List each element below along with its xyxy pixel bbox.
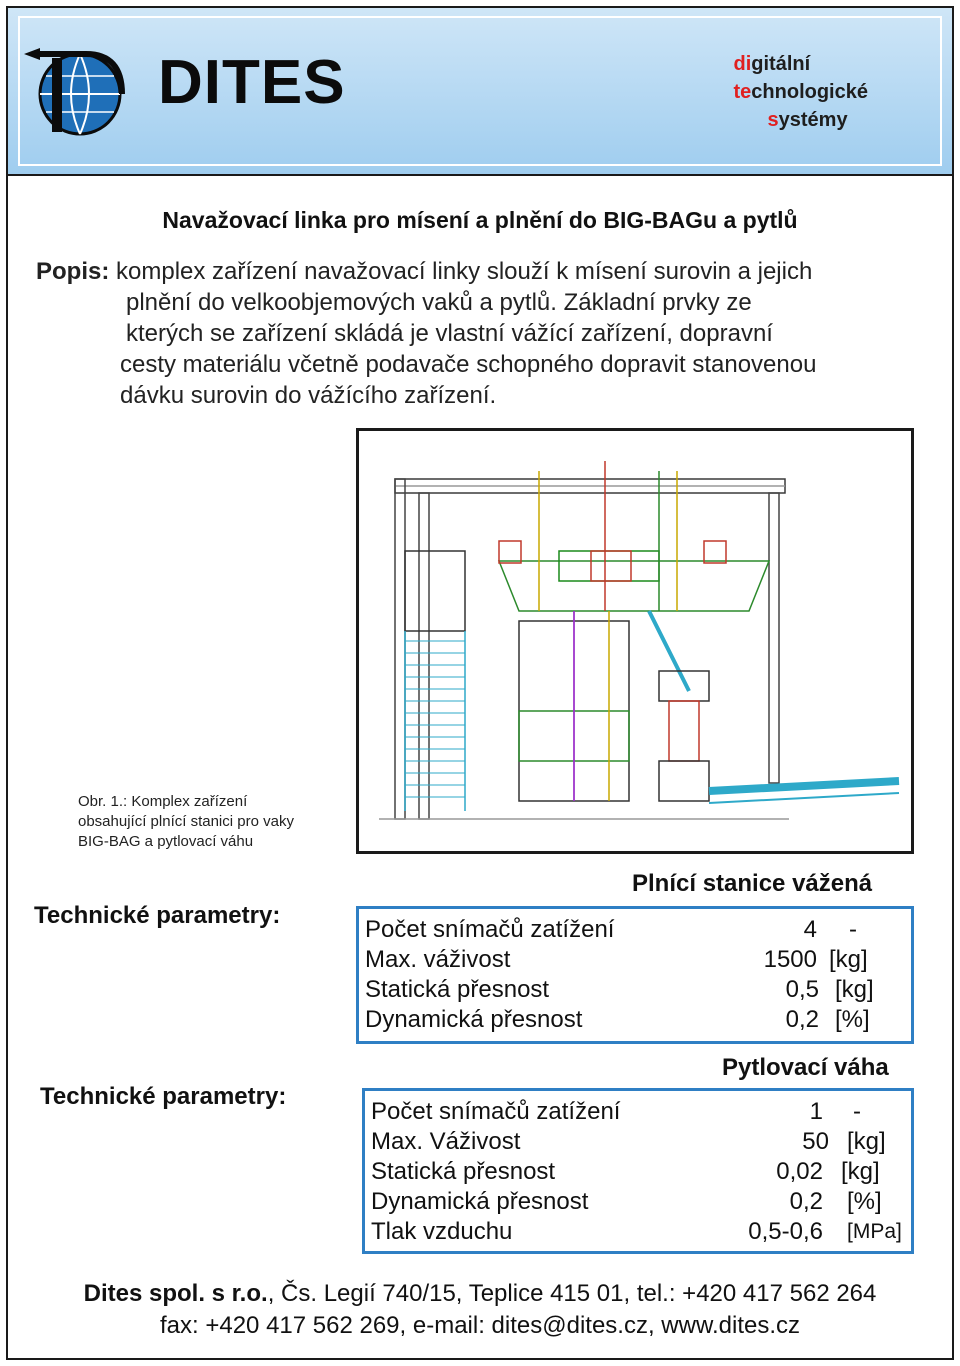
param-value: 0,5	[785, 976, 819, 1003]
param-unit: -	[849, 916, 857, 943]
figure-caption	[78, 792, 294, 852]
params-table-bagging-scale	[362, 1088, 914, 1254]
param-row	[359, 915, 911, 945]
document-title: Navažovací linka pro mísení a plnění do BIG-BAGu a pytlů	[162, 207, 798, 233]
param-value: 0,02	[776, 1158, 823, 1185]
section-title-bagging-scale: Pytlovací váha	[722, 1054, 889, 1081]
param-name: Dynamická přesnost	[365, 1006, 583, 1033]
dites-logo	[22, 40, 132, 140]
footer-line-1	[0, 1278, 960, 1310]
param-value: 0,2	[785, 1006, 819, 1033]
description-line-1: Popis: komplex zařízení navažovací linky slouží k mísení surovin a jejich	[36, 258, 813, 285]
description-line-3: kterých se zařízení skládá je vlastní vážící zařízení, dopravní	[126, 320, 773, 347]
param-unit: [kg]	[841, 1158, 880, 1185]
param-name: Počet snímačů zatížení	[371, 1098, 621, 1125]
param-unit: [%]	[847, 1188, 882, 1215]
param-row	[359, 975, 911, 1005]
params-label-2: Technické parametry:	[40, 1083, 287, 1110]
description-line-2: plnění do velkoobjemových vaků a pytlů. Základní prvky ze	[126, 289, 752, 316]
params-table-filling-station	[356, 906, 914, 1044]
param-row	[365, 1127, 911, 1157]
footer-contact	[0, 1278, 960, 1342]
description-line-5: dávku surovin do vážícího zařízení.	[120, 382, 497, 409]
param-name: Dynamická přesnost	[371, 1188, 589, 1215]
technical-drawing	[356, 428, 914, 854]
param-unit: [kg]	[847, 1128, 886, 1155]
caption-line-3: BIG-BAG a pytlovací váhu	[78, 833, 254, 850]
param-value: 1	[809, 1098, 823, 1125]
description-line-4: cesty materiálu včetně podavače schopného dopravit stanovenou	[120, 351, 817, 378]
param-name: Tlak vzduchu	[371, 1218, 513, 1245]
caption-line-2: obsahující plnící stanici pro vaky	[78, 813, 294, 830]
param-name: Počet snímačů zatížení	[365, 916, 615, 943]
param-row	[359, 1005, 911, 1035]
param-name: Max. Váživost	[371, 1128, 521, 1155]
brand-name: DITES	[158, 48, 346, 117]
param-value: 1500	[763, 946, 817, 973]
param-row	[365, 1217, 911, 1247]
tagline-line-3: systémy	[767, 109, 848, 131]
tagline-line-2: technologické	[733, 81, 868, 103]
caption-line-1: Obr. 1.: Komplex zařízení	[78, 793, 248, 810]
param-row	[365, 1187, 911, 1217]
param-name: Statická přesnost	[371, 1158, 556, 1185]
param-unit: [kg]	[835, 976, 874, 1003]
company-address: , Čs. Legií 740/15, Teplice 415 01, tel.: +420 417 562 264	[267, 1280, 877, 1307]
description	[36, 256, 936, 411]
param-row	[359, 945, 911, 975]
section-title-filling-station: Plnící stanice vážená	[632, 870, 873, 897]
param-value: 50	[802, 1128, 829, 1155]
param-name: Statická přesnost	[365, 976, 550, 1003]
param-row	[365, 1097, 911, 1127]
params-label-1: Technické parametry:	[34, 902, 281, 929]
param-name: Max. váživost	[365, 946, 511, 973]
tagline	[734, 50, 869, 134]
param-value: 0,2	[789, 1188, 823, 1215]
param-unit: [MPa]	[847, 1220, 902, 1243]
param-value: 4	[803, 916, 817, 943]
drawing-figure	[359, 431, 911, 851]
param-unit: -	[853, 1098, 861, 1125]
param-unit: [kg]	[829, 946, 868, 973]
param-value: 0,5-0,6	[748, 1218, 823, 1245]
param-row	[365, 1157, 911, 1187]
company-name: Dites spol. s r.o.	[83, 1280, 268, 1307]
footer-line-2: fax: +420 417 562 269, e-mail: dites@dites.cz, www.dites.cz	[159, 1312, 801, 1339]
tagline-line-1: digitální	[733, 53, 811, 75]
param-unit: [%]	[835, 1006, 870, 1033]
